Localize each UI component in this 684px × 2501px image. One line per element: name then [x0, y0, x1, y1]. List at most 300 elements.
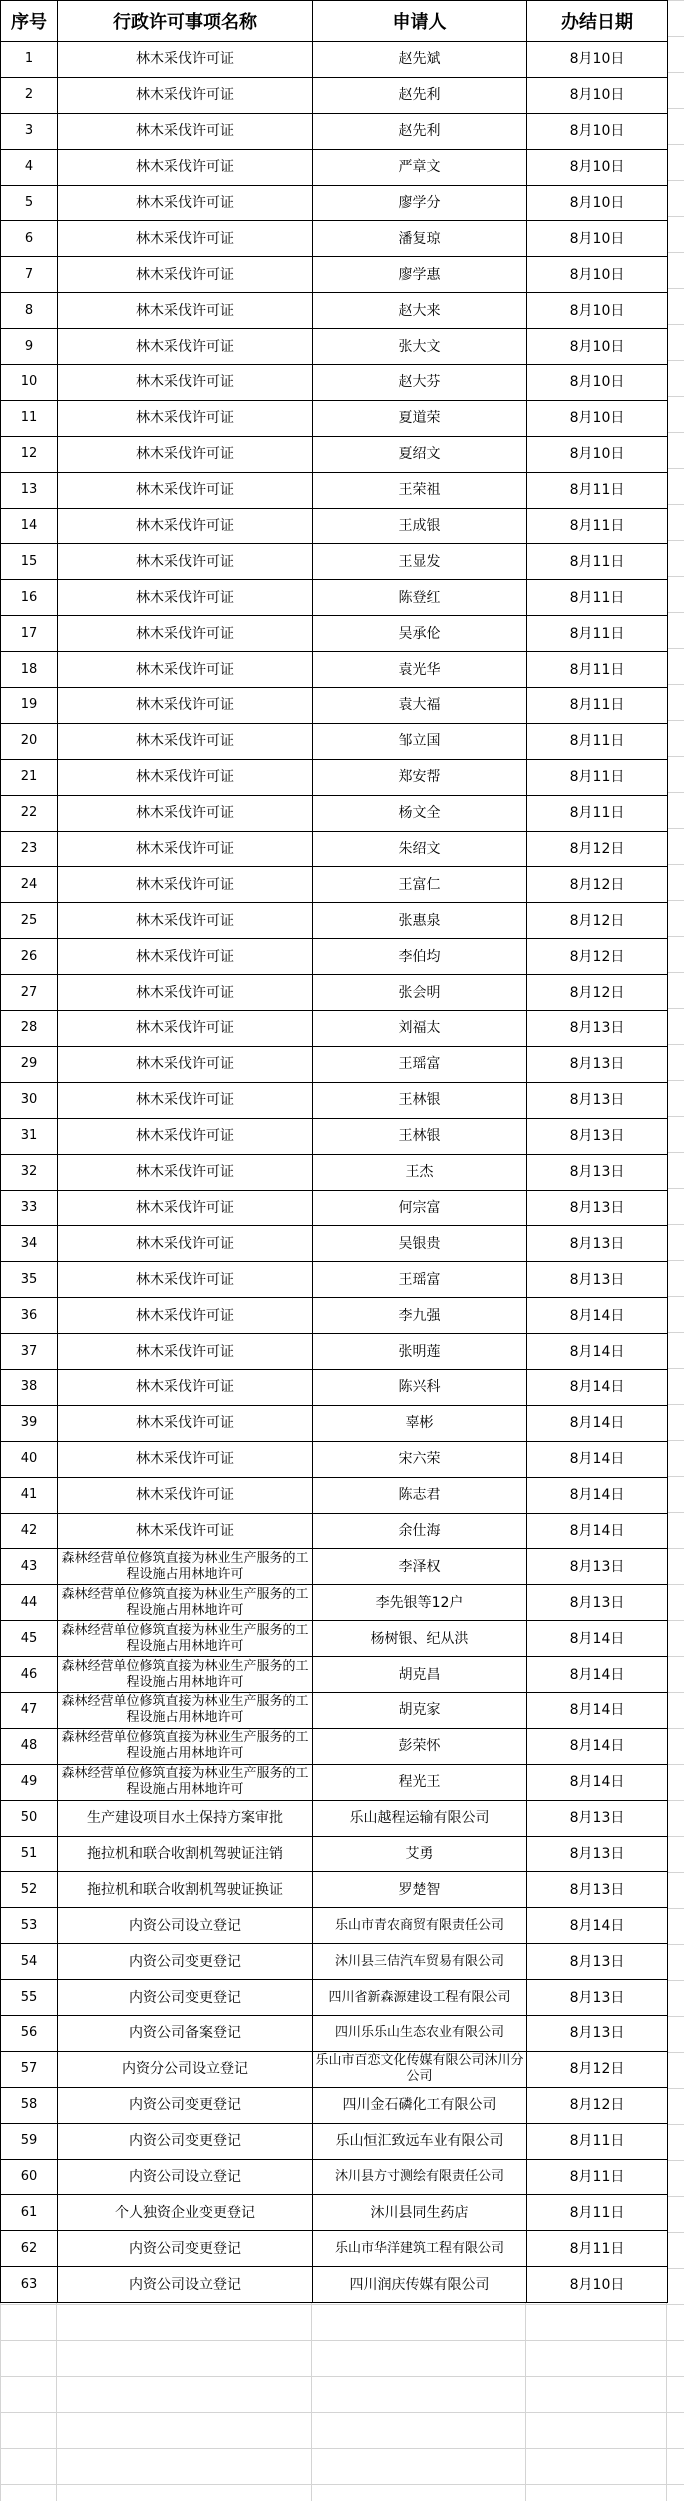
cell-no[interactable]: 55: [1, 1980, 58, 2016]
table-row: [1, 185, 668, 221]
table-row: [1, 400, 668, 436]
table-row: [1, 1046, 668, 1082]
cell-date[interactable]: 8月10日: [527, 113, 668, 149]
cell-applicant[interactable]: 乐山市华洋建筑工程有限公司: [313, 2231, 527, 2267]
cell-applicant[interactable]: 宋六荣: [313, 1441, 527, 1477]
cell-applicant[interactable]: 杨文全: [313, 795, 527, 831]
table-row: [1, 759, 668, 795]
cell-date[interactable]: 8月11日: [527, 2231, 668, 2267]
cell-no[interactable]: 41: [1, 1477, 58, 1513]
cell-no[interactable]: 50: [1, 1800, 58, 1836]
table-row: [1, 688, 668, 724]
table-row: [1, 1369, 668, 1405]
cell-date[interactable]: 8月10日: [527, 436, 668, 472]
cell-item[interactable]: 林木采伐许可证: [58, 903, 313, 939]
table-row: [1, 113, 668, 149]
cell-item[interactable]: 森林经营单位修筑直接为林业生产服务的工程设施占用林地许可: [58, 1657, 313, 1693]
cell-no[interactable]: 33: [1, 1190, 58, 1226]
cell-applicant[interactable]: 赵先利: [313, 113, 527, 149]
cell-date[interactable]: 8月13日: [527, 2015, 668, 2051]
cell-no[interactable]: 19: [1, 688, 58, 724]
cell-applicant[interactable]: 李九强: [313, 1298, 527, 1334]
table-row: [1, 1226, 668, 1262]
cell-applicant[interactable]: 王富仁: [313, 867, 527, 903]
cell-date[interactable]: 8月10日: [527, 329, 668, 365]
cell-item[interactable]: 林木采伐许可证: [58, 1513, 313, 1549]
cell-date[interactable]: 8月13日: [527, 1046, 668, 1082]
table-row: [1, 472, 668, 508]
cell-applicant[interactable]: 沐川县同生药店: [313, 2195, 527, 2231]
cell-item[interactable]: 林木采伐许可证: [58, 185, 313, 221]
cell-applicant[interactable]: 吴承伦: [313, 616, 527, 652]
table-row: [1, 2015, 668, 2051]
cell-no[interactable]: 61: [1, 2195, 58, 2231]
cell-applicant[interactable]: 沐川县三佶汽车贸易有限公司: [313, 1944, 527, 1980]
cell-date[interactable]: 8月14日: [527, 1692, 668, 1728]
cell-applicant[interactable]: 陈兴科: [313, 1369, 527, 1405]
cell-date[interactable]: 8月13日: [527, 1872, 668, 1908]
cell-applicant[interactable]: 胡克家: [313, 1692, 527, 1728]
cell-applicant[interactable]: 廖学惠: [313, 257, 527, 293]
table-row: [1, 1298, 668, 1334]
cell-item[interactable]: 内资公司设立登记: [58, 2267, 313, 2303]
cell-no[interactable]: 34: [1, 1226, 58, 1262]
cell-item[interactable]: 个人独资企业变更登记: [58, 2195, 313, 2231]
cell-date[interactable]: 8月14日: [527, 1369, 668, 1405]
cell-applicant[interactable]: 彭荣怀: [313, 1728, 527, 1764]
cell-date[interactable]: 8月14日: [527, 1908, 668, 1944]
cell-no[interactable]: 1: [1, 42, 58, 78]
cell-date[interactable]: 8月14日: [527, 1764, 668, 1800]
cell-date[interactable]: 8月11日: [527, 795, 668, 831]
cell-no[interactable]: 39: [1, 1405, 58, 1441]
cell-applicant[interactable]: 夏绍文: [313, 436, 527, 472]
cell-applicant[interactable]: 张会明: [313, 975, 527, 1011]
cell-applicant[interactable]: 王林银: [313, 1082, 527, 1118]
cell-item[interactable]: 拖拉机和联合收割机驾驶证注销: [58, 1836, 313, 1872]
cell-date[interactable]: 8月10日: [527, 77, 668, 113]
cell-no[interactable]: 32: [1, 1154, 58, 1190]
cell-item[interactable]: 林木采伐许可证: [58, 472, 313, 508]
cell-item[interactable]: 林木采伐许可证: [58, 1298, 313, 1334]
cell-applicant[interactable]: 四川金石磷化工有限公司: [313, 2087, 527, 2123]
cell-applicant[interactable]: 乐山市百恋文化传媒有限公司沐川分公司: [313, 2051, 527, 2087]
cell-applicant[interactable]: 杨树银、纪从洪: [313, 1621, 527, 1657]
table-row: [1, 1513, 668, 1549]
cell-date[interactable]: 8月11日: [527, 508, 668, 544]
table-row: [1, 1980, 668, 2016]
cell-no[interactable]: 54: [1, 1944, 58, 1980]
table-row: [1, 1549, 668, 1585]
table-row: [1, 1082, 668, 1118]
cell-date[interactable]: 8月11日: [527, 688, 668, 724]
cell-date[interactable]: 8月13日: [527, 1154, 668, 1190]
cell-no[interactable]: 62: [1, 2231, 58, 2267]
cell-no[interactable]: 44: [1, 1585, 58, 1621]
cell-applicant[interactable]: 王瑶富: [313, 1262, 527, 1298]
cell-no[interactable]: 35: [1, 1262, 58, 1298]
cell-date[interactable]: 8月12日: [527, 867, 668, 903]
cell-date[interactable]: 8月14日: [527, 1298, 668, 1334]
cell-applicant[interactable]: 程光王: [313, 1764, 527, 1800]
header-date[interactable]: 办结日期: [527, 1, 668, 42]
cell-item[interactable]: 拖拉机和联合收割机驾驶证换证: [58, 1872, 313, 1908]
cell-date[interactable]: 8月11日: [527, 544, 668, 580]
cell-applicant[interactable]: 王成银: [313, 508, 527, 544]
cell-item[interactable]: 林木采伐许可证: [58, 1226, 313, 1262]
cell-item[interactable]: 林木采伐许可证: [58, 1477, 313, 1513]
cell-date[interactable]: 8月12日: [527, 831, 668, 867]
cell-applicant[interactable]: 吴银贵: [313, 1226, 527, 1262]
cell-no[interactable]: 21: [1, 759, 58, 795]
cell-date[interactable]: 8月13日: [527, 1980, 668, 2016]
cell-no[interactable]: 29: [1, 1046, 58, 1082]
table-row: [1, 2051, 668, 2087]
cell-date[interactable]: 8月13日: [527, 1800, 668, 1836]
cell-date[interactable]: 8月14日: [527, 1405, 668, 1441]
cell-item[interactable]: 林木采伐许可证: [58, 1334, 313, 1370]
header-applicant[interactable]: 申请人: [313, 1, 527, 42]
cell-item[interactable]: 林木采伐许可证: [58, 508, 313, 544]
cell-date[interactable]: 8月11日: [527, 472, 668, 508]
cell-no[interactable]: 6: [1, 221, 58, 257]
cell-no[interactable]: 47: [1, 1692, 58, 1728]
cell-item[interactable]: 内资公司变更登记: [58, 1980, 313, 2016]
cell-item[interactable]: 林木采伐许可证: [58, 293, 313, 329]
cell-item[interactable]: 森林经营单位修筑直接为林业生产服务的工程设施占用林地许可: [58, 1728, 313, 1764]
cell-no[interactable]: 45: [1, 1621, 58, 1657]
cell-applicant[interactable]: 王杰: [313, 1154, 527, 1190]
cell-applicant[interactable]: 乐山越程运输有限公司: [313, 1800, 527, 1836]
cell-applicant[interactable]: 赵先利: [313, 77, 527, 113]
cell-no[interactable]: 53: [1, 1908, 58, 1944]
cell-item[interactable]: 森林经营单位修筑直接为林业生产服务的工程设施占用林地许可: [58, 1692, 313, 1728]
cell-no[interactable]: 30: [1, 1082, 58, 1118]
table-row: [1, 42, 668, 78]
cell-item[interactable]: 林木采伐许可证: [58, 688, 313, 724]
cell-date[interactable]: 8月11日: [527, 2159, 668, 2195]
cell-no[interactable]: 40: [1, 1441, 58, 1477]
cell-no[interactable]: 63: [1, 2267, 58, 2303]
cell-item[interactable]: 林木采伐许可证: [58, 723, 313, 759]
cell-item[interactable]: 生产建设项目水土保持方案审批: [58, 1800, 313, 1836]
cell-no[interactable]: 58: [1, 2087, 58, 2123]
cell-date[interactable]: 8月13日: [527, 1011, 668, 1047]
cell-no[interactable]: 16: [1, 580, 58, 616]
cell-date[interactable]: 8月10日: [527, 257, 668, 293]
table-row: [1, 1908, 668, 1944]
cell-date[interactable]: 8月13日: [527, 1226, 668, 1262]
cell-item[interactable]: 森林经营单位修筑直接为林业生产服务的工程设施占用林地许可: [58, 1764, 313, 1800]
cell-applicant[interactable]: 夏道荣: [313, 400, 527, 436]
cell-date[interactable]: 8月11日: [527, 2123, 668, 2159]
cell-applicant[interactable]: 王荣祖: [313, 472, 527, 508]
cell-item[interactable]: 林木采伐许可证: [58, 1046, 313, 1082]
cell-applicant[interactable]: 乐山恒汇致远车业有限公司: [313, 2123, 527, 2159]
cell-date[interactable]: 8月11日: [527, 652, 668, 688]
cell-item[interactable]: 林木采伐许可证: [58, 149, 313, 185]
table-row: [1, 1836, 668, 1872]
cell-applicant[interactable]: 郑安帮: [313, 759, 527, 795]
cell-applicant[interactable]: 刘福太: [313, 1011, 527, 1047]
header-item[interactable]: 行政许可事项名称: [58, 1, 313, 42]
cell-item[interactable]: 林木采伐许可证: [58, 221, 313, 257]
cell-item[interactable]: 森林经营单位修筑直接为林业生产服务的工程设施占用林地许可: [58, 1549, 313, 1585]
cell-item[interactable]: 内资公司备案登记: [58, 2015, 313, 2051]
cell-date[interactable]: 8月12日: [527, 2051, 668, 2087]
cell-no[interactable]: 3: [1, 113, 58, 149]
cell-item[interactable]: 内资公司设立登记: [58, 2159, 313, 2195]
cell-item[interactable]: 林木采伐许可证: [58, 257, 313, 293]
cell-applicant[interactable]: 辜彬: [313, 1405, 527, 1441]
table-row: [1, 365, 668, 401]
cell-no[interactable]: 10: [1, 365, 58, 401]
cell-no[interactable]: 48: [1, 1728, 58, 1764]
cell-applicant[interactable]: 沐川县方寸测绘有限责任公司: [313, 2159, 527, 2195]
table-row: [1, 2267, 668, 2303]
cell-date[interactable]: 8月12日: [527, 2087, 668, 2123]
table-row: [1, 1764, 668, 1800]
cell-item[interactable]: 林木采伐许可证: [58, 795, 313, 831]
cell-date[interactable]: 8月14日: [527, 1441, 668, 1477]
cell-item[interactable]: 林木采伐许可证: [58, 616, 313, 652]
table-row: [1, 149, 668, 185]
cell-no[interactable]: 20: [1, 723, 58, 759]
cell-applicant[interactable]: 廖学分: [313, 185, 527, 221]
cell-applicant[interactable]: 张惠泉: [313, 903, 527, 939]
cell-no[interactable]: 60: [1, 2159, 58, 2195]
cell-no[interactable]: 7: [1, 257, 58, 293]
cell-item[interactable]: 林木采伐许可证: [58, 544, 313, 580]
table-row: [1, 508, 668, 544]
cell-no[interactable]: 46: [1, 1657, 58, 1693]
cell-item[interactable]: 林木采伐许可证: [58, 975, 313, 1011]
cell-date[interactable]: 8月11日: [527, 2195, 668, 2231]
cell-applicant[interactable]: 乐山市青农商贸有限责任公司: [313, 1908, 527, 1944]
cell-item[interactable]: 林木采伐许可证: [58, 1369, 313, 1405]
cell-no[interactable]: 28: [1, 1011, 58, 1047]
cell-date[interactable]: 8月10日: [527, 365, 668, 401]
cell-item[interactable]: 内资公司变更登记: [58, 2231, 313, 2267]
cell-applicant[interactable]: 余仕海: [313, 1513, 527, 1549]
cell-item[interactable]: 内资公司变更登记: [58, 2123, 313, 2159]
cell-date[interactable]: 8月13日: [527, 1549, 668, 1585]
cell-applicant[interactable]: 潘复琼: [313, 221, 527, 257]
cell-date[interactable]: 8月13日: [527, 1190, 668, 1226]
cell-date[interactable]: 8月11日: [527, 723, 668, 759]
cell-item[interactable]: 林木采伐许可证: [58, 1262, 313, 1298]
cell-no[interactable]: 5: [1, 185, 58, 221]
cell-date[interactable]: 8月10日: [527, 293, 668, 329]
cell-item[interactable]: 林木采伐许可证: [58, 436, 313, 472]
cell-date[interactable]: 8月12日: [527, 939, 668, 975]
cell-no[interactable]: 49: [1, 1764, 58, 1800]
cell-item[interactable]: 林木采伐许可证: [58, 1011, 313, 1047]
cell-no[interactable]: 25: [1, 903, 58, 939]
cell-no[interactable]: 37: [1, 1334, 58, 1370]
cell-applicant[interactable]: 何宗富: [313, 1190, 527, 1226]
table-row: [1, 1334, 668, 1370]
table-row: [1, 1405, 668, 1441]
cell-no[interactable]: 23: [1, 831, 58, 867]
cell-no[interactable]: 52: [1, 1872, 58, 1908]
table-row: [1, 939, 668, 975]
cell-date[interactable]: 8月10日: [527, 2267, 668, 2303]
cell-date[interactable]: 8月12日: [527, 975, 668, 1011]
cell-applicant[interactable]: 邹立国: [313, 723, 527, 759]
cell-item[interactable]: 林木采伐许可证: [58, 1154, 313, 1190]
table-row: [1, 723, 668, 759]
cell-applicant[interactable]: 张大文: [313, 329, 527, 365]
cell-no[interactable]: 57: [1, 2051, 58, 2087]
cell-date[interactable]: 8月13日: [527, 1944, 668, 1980]
cell-applicant[interactable]: 陈志君: [313, 1477, 527, 1513]
cell-no[interactable]: 31: [1, 1118, 58, 1154]
cell-item[interactable]: 林木采伐许可证: [58, 113, 313, 149]
cell-date[interactable]: 8月14日: [527, 1621, 668, 1657]
cell-no[interactable]: 9: [1, 329, 58, 365]
cell-applicant[interactable]: 李泽权: [313, 1549, 527, 1585]
cell-no[interactable]: 14: [1, 508, 58, 544]
cell-date[interactable]: 8月12日: [527, 903, 668, 939]
cell-applicant[interactable]: 赵大来: [313, 293, 527, 329]
cell-no[interactable]: 18: [1, 652, 58, 688]
cell-item[interactable]: 林木采伐许可证: [58, 939, 313, 975]
cell-date[interactable]: 8月14日: [527, 1657, 668, 1693]
table-row: [1, 2087, 668, 2123]
cell-item[interactable]: 森林经营单位修筑直接为林业生产服务的工程设施占用林地许可: [58, 1621, 313, 1657]
cell-date[interactable]: 8月11日: [527, 759, 668, 795]
cell-item[interactable]: 内资公司变更登记: [58, 2087, 313, 2123]
cell-date[interactable]: 8月10日: [527, 42, 668, 78]
cell-applicant[interactable]: 艾勇: [313, 1836, 527, 1872]
cell-no[interactable]: 27: [1, 975, 58, 1011]
cell-item[interactable]: 内资公司设立登记: [58, 1908, 313, 1944]
cell-date[interactable]: 8月10日: [527, 221, 668, 257]
cell-no[interactable]: 11: [1, 400, 58, 436]
cell-applicant[interactable]: 袁大福: [313, 688, 527, 724]
table-row: [1, 580, 668, 616]
cell-applicant[interactable]: 朱绍文: [313, 831, 527, 867]
cell-no[interactable]: 59: [1, 2123, 58, 2159]
cell-date[interactable]: 8月14日: [527, 1513, 668, 1549]
cell-no[interactable]: 26: [1, 939, 58, 975]
cell-item[interactable]: 林木采伐许可证: [58, 1441, 313, 1477]
table-row: [1, 867, 668, 903]
table-row: [1, 975, 668, 1011]
cell-no[interactable]: 12: [1, 436, 58, 472]
cell-date[interactable]: 8月13日: [527, 1585, 668, 1621]
cell-item[interactable]: 林木采伐许可证: [58, 1082, 313, 1118]
table-row: [1, 652, 668, 688]
cell-applicant[interactable]: 赵大芬: [313, 365, 527, 401]
cell-item[interactable]: 内资公司变更登记: [58, 1944, 313, 1980]
cell-item[interactable]: 林木采伐许可证: [58, 329, 313, 365]
cell-no[interactable]: 42: [1, 1513, 58, 1549]
cell-date[interactable]: 8月14日: [527, 1477, 668, 1513]
cell-applicant[interactable]: 胡克昌: [313, 1657, 527, 1693]
cell-applicant[interactable]: 四川乐乐山生态农业有限公司: [313, 2015, 527, 2051]
cell-item[interactable]: 林木采伐许可证: [58, 652, 313, 688]
cell-item[interactable]: 林木采伐许可证: [58, 77, 313, 113]
cell-no[interactable]: 24: [1, 867, 58, 903]
cell-no[interactable]: 51: [1, 1836, 58, 1872]
cell-applicant[interactable]: 罗楚智: [313, 1872, 527, 1908]
cell-item[interactable]: 林木采伐许可证: [58, 365, 313, 401]
cell-no[interactable]: 2: [1, 77, 58, 113]
cell-no[interactable]: 43: [1, 1549, 58, 1585]
cell-item[interactable]: 林木采伐许可证: [58, 580, 313, 616]
table-row: [1, 2159, 668, 2195]
table-row: [1, 436, 668, 472]
cell-item[interactable]: 林木采伐许可证: [58, 831, 313, 867]
table-row: [1, 221, 668, 257]
table-row: [1, 616, 668, 652]
cell-date[interactable]: 8月10日: [527, 149, 668, 185]
cell-applicant[interactable]: 赵先斌: [313, 42, 527, 78]
cell-applicant[interactable]: 四川润庆传媒有限公司: [313, 2267, 527, 2303]
table-row: [1, 77, 668, 113]
cell-applicant[interactable]: 严章文: [313, 149, 527, 185]
cell-date[interactable]: 8月10日: [527, 400, 668, 436]
cell-date[interactable]: 8月13日: [527, 1118, 668, 1154]
cell-item[interactable]: 林木采伐许可证: [58, 400, 313, 436]
cell-applicant[interactable]: 张明莲: [313, 1334, 527, 1370]
cell-item[interactable]: 林木采伐许可证: [58, 1405, 313, 1441]
table-row: [1, 1011, 668, 1047]
cell-applicant[interactable]: 王瑶富: [313, 1046, 527, 1082]
cell-item[interactable]: 林木采伐许可证: [58, 42, 313, 78]
cell-no[interactable]: 15: [1, 544, 58, 580]
cell-item[interactable]: 林木采伐许可证: [58, 759, 313, 795]
cell-no[interactable]: 38: [1, 1369, 58, 1405]
cell-no[interactable]: 17: [1, 616, 58, 652]
cell-date[interactable]: 8月14日: [527, 1334, 668, 1370]
cell-applicant[interactable]: 王林银: [313, 1118, 527, 1154]
cell-applicant[interactable]: 李先银等12户: [313, 1585, 527, 1621]
cell-no[interactable]: 36: [1, 1298, 58, 1334]
cell-applicant[interactable]: 李伯均: [313, 939, 527, 975]
header-no[interactable]: 序号: [1, 1, 58, 42]
cell-no[interactable]: 8: [1, 293, 58, 329]
cell-item[interactable]: 森林经营单位修筑直接为林业生产服务的工程设施占用林地许可: [58, 1585, 313, 1621]
cell-date[interactable]: 8月13日: [527, 1262, 668, 1298]
cell-date[interactable]: 8月10日: [527, 185, 668, 221]
cell-no[interactable]: 22: [1, 795, 58, 831]
table-row: [1, 293, 668, 329]
cell-no[interactable]: 4: [1, 149, 58, 185]
cell-item[interactable]: 内资分公司设立登记: [58, 2051, 313, 2087]
table-row: [1, 903, 668, 939]
table-row: [1, 831, 668, 867]
cell-date[interactable]: 8月13日: [527, 1082, 668, 1118]
cell-applicant[interactable]: 袁光华: [313, 652, 527, 688]
table-row: [1, 1657, 668, 1693]
cell-item[interactable]: 林木采伐许可证: [58, 1190, 313, 1226]
table-row: [1, 2231, 668, 2267]
cell-applicant[interactable]: 四川省新森源建设工程有限公司: [313, 1980, 527, 2016]
cell-no[interactable]: 13: [1, 472, 58, 508]
cell-item[interactable]: 林木采伐许可证: [58, 1118, 313, 1154]
cell-date[interactable]: 8月13日: [527, 1836, 668, 1872]
cell-no[interactable]: 56: [1, 2015, 58, 2051]
cell-applicant[interactable]: 陈登红: [313, 580, 527, 616]
cell-date[interactable]: 8月11日: [527, 580, 668, 616]
cell-applicant[interactable]: 王显发: [313, 544, 527, 580]
cell-date[interactable]: 8月11日: [527, 616, 668, 652]
cell-date[interactable]: 8月14日: [527, 1728, 668, 1764]
cell-item[interactable]: 林木采伐许可证: [58, 867, 313, 903]
